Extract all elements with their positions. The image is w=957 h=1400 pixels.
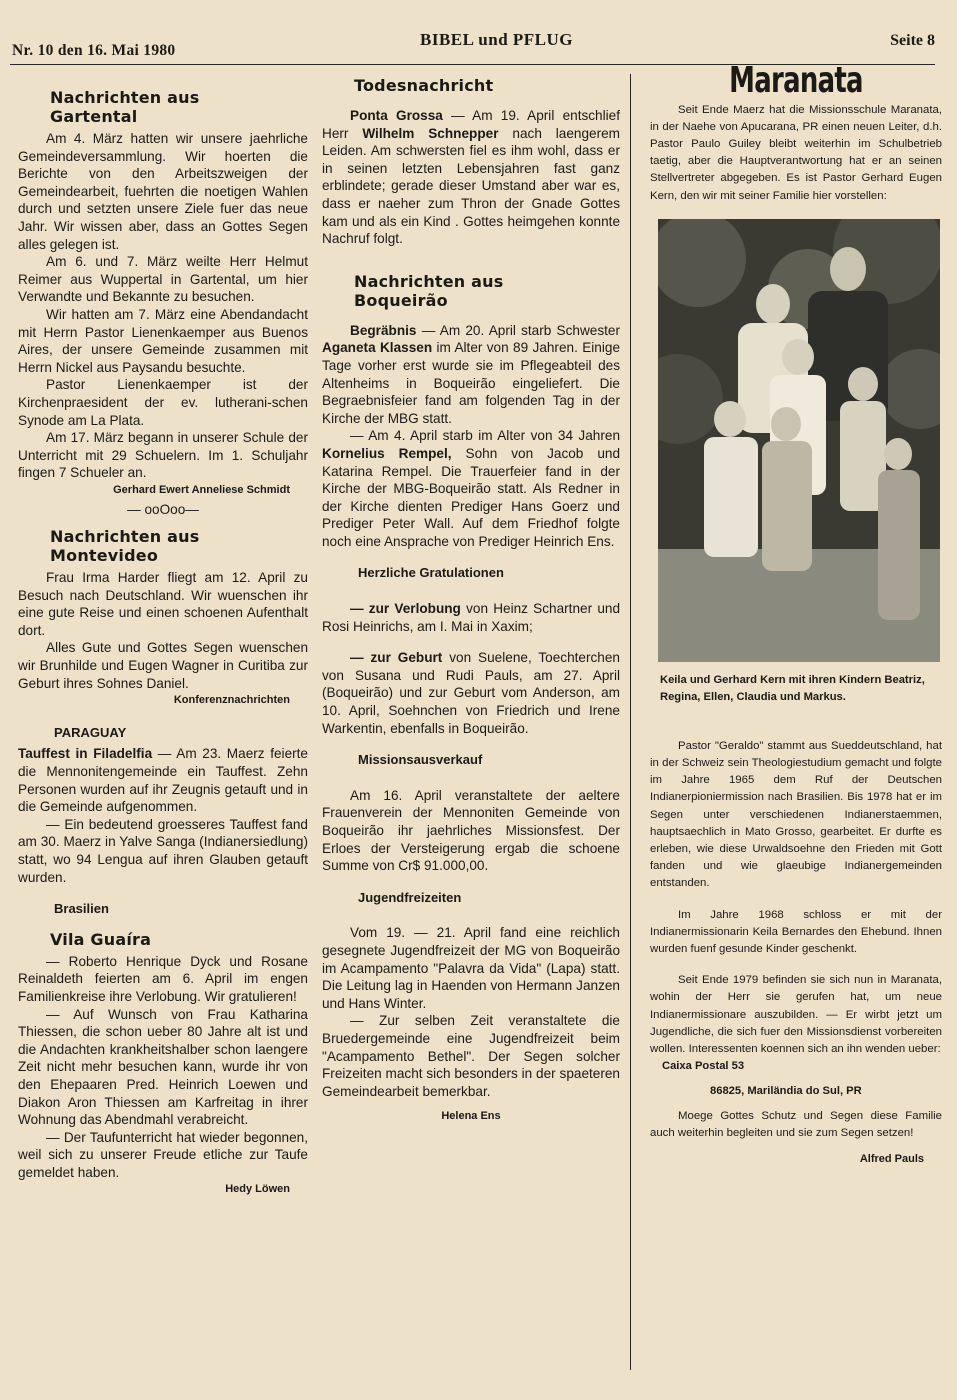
article-paragraph: Moege Gottes Schutz und Segen diese Familie auch weiterhin begleiten und sie zum Segen setzen! — [650, 1110, 942, 1140]
issue-date: Nr. 10 den 16. Mai 1980 — [12, 42, 176, 59]
article-paragraph: Alles Gute und Gottes Segen wuenschen wir Brunhilde und Eugen Wagner in Curitiba zur Geburt ihres Sohnes Daniel. — [18, 640, 308, 691]
signature: Gerhard Ewert Anneliese Schmidt — [113, 483, 290, 496]
column-left — [18, 70, 308, 1199]
paragraph-text: — Am 19. April entschlief Herr — [322, 108, 620, 141]
article-paragraph — [322, 600, 620, 635]
heading-todesnachricht: Todesnachricht — [354, 76, 494, 95]
person-name: Kornelius Rempel, — [322, 445, 452, 461]
heading-montevideo-1: Nachrichten aus — [50, 527, 200, 547]
heading-missionsausverkauf: Missionsausverkauf — [358, 752, 483, 768]
article-paragraph: Wir hatten am 7. März eine Abendandacht mit Herrn Pastor Lienenkaemper aus Buenos Aires, der unsere Gemeinde zusammen mit Herrn Nickel aus Paysandu besuchte. — [18, 306, 308, 375]
article-paragraph: — Auf Wunsch von Frau Katharina Thiessen, die schon ueber 80 Jahre alt ist und die Andachten krankheitshalber schon laengere Zeit nicht mehr besuchen kann, wurde ihr von den Ehepaaren Pred. Heinrich Loewen und Diakon Aron Thiessen am Karfreitag in ihrer Wohnung das Abendmahl verabreicht. — [18, 1006, 308, 1128]
article-paragraph: Am 6. und 7. März weilte Herr Helmut Reimer aus Wuppertal in Gartental, um hier Verwandte und Bekannte zu besuchen. — [18, 254, 308, 305]
lead-in: — zur Geburt — [350, 650, 443, 666]
heading-boqueirao-1: Nachrichten aus — [354, 271, 504, 291]
article-paragraph: Im Jahre 1968 schloss er mit der Indianermissionarin Keila Bernardes den Ehebund. Ihnen wurden fuenf gesunde Kinder geschenkt. — [650, 908, 942, 956]
heading-gratulationen: Herzliche Gratulationen — [358, 565, 504, 581]
paragraph-text: — Am 23. Maerz feierte die Mennonitengemeinde ein Tauffest. Zehn Personen wurden auf ihr Zeugnis getauft und in die Gemeinde aufgenommen. — [18, 746, 308, 815]
person-name: Aganeta Klassen — [322, 340, 433, 356]
heading-brasilien: Brasilien — [54, 901, 109, 917]
article-paragraph: — Ein bedeutend groesseres Tauffest fand am 30. Maerz in Yalve Sanga (Indianersiedlung) statt, wo 94 Lengua auf ihren Glauben getauft wurden. — [18, 816, 308, 885]
lead-in: Begräbnis — [350, 322, 417, 338]
signature: Alfred Pauls — [859, 1152, 924, 1165]
family-photo-image — [658, 219, 940, 662]
article-paragraph: Vom 19. — 21. April fand eine reichlich gesegnete Jugendfreizeit der MG von Boqueirão im Acampamento "Palavra da Vida" (Lapa) statt. Die Leitung lag in Haenden von Hermann Janzen und Hans Winter. — [322, 925, 620, 1011]
person-name: Wilhelm Schnepper — [362, 125, 499, 141]
paragraph-text: Sohn von Jacob und Katarina Rempel. Die Trauerfeier fand in der Kirche der MBG-Boqueirão statt. Als Redner in der Kirche dienten Prediger Hans Goerz und Prediger Peter Wall. Auf dem Friedhof folgte noch eine Ansprache von Prediger Heinrich Ens. — [322, 445, 620, 549]
heading-gartental-1: Nachrichten aus — [50, 88, 200, 107]
newspaper-title: BIBEL und PFLUG — [420, 30, 574, 49]
paragraph-text: — Am 4. April starb im Alter von 34 Jahren — [350, 428, 620, 444]
signature: Hedy Löwen — [225, 1183, 290, 1196]
paragraph-text: — Am 20. April starb Schwester — [416, 322, 620, 338]
paragraph-text: von Heinz Schartner und Rosi Heinrichs, am I. Mai in Xaxim; — [322, 601, 620, 634]
article-paragraph: Pastor "Geraldo" stammt aus Sueddeutschland, hat in der Schweiz sein Theologiestudium gemacht und folgte im Jahre 1965 dem Ruf der Deutschen Indianerpioniermission nach Brasilien. Bis 1978 hat er im Segen unter verschiedenen Indianerstaemmen, hauptsaechlich in Mato Grosso, gearbeitet. Er durfte es erleben, wie diese Urwaldsoehne den Frieden mit Gott fanden und wie glaeubige Indianergemeinden entstanden. — [650, 739, 942, 890]
heading-vila-guaira: Vila Guaíra — [50, 929, 152, 949]
lead-in: Ponta Grossa — [350, 108, 443, 123]
address-line: 86825, Mariländia do Sul, PR — [710, 1085, 862, 1098]
article-paragraph — [322, 427, 620, 550]
signature: Konferenznachrichten — [173, 694, 290, 707]
family-photo — [658, 219, 940, 662]
maranata-title: Maranata — [729, 60, 863, 101]
lead-in: Tauffest in Filadelfia — [18, 746, 153, 762]
heading-montevideo-2: Montevideo — [50, 546, 159, 566]
article-paragraph — [18, 745, 308, 815]
article-paragraph: Am 17. März begann in unserer Schule der Unterricht mit 29 Schuelern. Im 1. Schuljahr fingen 7 Schueler an. — [18, 430, 308, 481]
article-paragraph — [322, 107, 620, 248]
heading-jugendfreizeiten: Jugendfreizeiten — [358, 889, 462, 905]
column-right — [650, 60, 942, 1168]
article-paragraph: Am 4. März hatten wir unsere jaehrliche Gemeindeversammlung. Wir hoerten die Berichte von den Arbeitszweigen der Gemeindearbeit, fuehrten die noetigen Wahlen durch und setzten unsere Ziele fuer das neue Jahr. Wir wissen aber, dass an Gottes Segen alles gelegen ist. — [18, 131, 308, 252]
article-paragraph: — Zur selben Zeit veranstaltete die Bruedergemeinde eine Jugendfreizeit beim "Acampamento Bethel". Der Segen solcher Freizeiten macht sich besonders in der spaeteren Gemeindearbeit bemerkbar. — [322, 1013, 620, 1099]
article-paragraph — [322, 649, 620, 737]
lead-in: — zur Verlobung — [350, 601, 461, 617]
paragraph-text: nach laengerem Leiden. Am schwersten fiel es ihm wohl, dass er in seinen letzten Lebensjahren fast ganz erblindete; gerade dieser Umstand aber war es, dass er naeher zum Thron der Gnade Gottes kam und als ein Kind . Gottes heimgehen konnte Nachruf folgt. — [322, 125, 621, 247]
address-line: Caixa Postal 53 — [662, 1060, 745, 1073]
section-divider: — ooOoo— — [127, 502, 199, 518]
article-paragraph: Seit Ende Maerz hat die Missionsschule Maranata, in der Naehe von Apucarana, PR einen neuen Leiter, d.h. Pastor Paulo Guiley bleibt weiterhin im Schulbetrieb taetig, aber die Hauptverantwortung hat er an seinen Stellvertreter abgegeben. Es ist Pastor Gerhard Eugen Kern, den wir mit seiner Familie hier vorstellen: — [650, 103, 942, 202]
article-paragraph: — Roberto Henrique Dyck und Rosane Reinaldeth feierten am 6. April im engen Familienkreise ihre Verlobung. Wir gratulieren! — [18, 953, 308, 1004]
article-paragraph: — Der Taufunterricht hat wieder begonnen, weil sich zu unserer Freude etliche zur Taufe gemeldet haben. — [18, 1129, 308, 1180]
photo-caption: Keila und Gerhard Kern mit ihren Kindern Beatriz, Regina, Ellen, Claudia und Markus. — [660, 673, 925, 703]
heading-gartental-2: Gartental — [50, 107, 138, 126]
paragraph-text: von Suelene, Toechterchen von Susana und Rudi Pauls, am 27. April (Boqueirão) und zur Geburt vom Anderson, am 10. April, Soehnchen von Friedrich und Irene Warkentin, ebenfalls in Boqueirão. — [322, 650, 620, 736]
signature: Helena Ens — [441, 1110, 501, 1123]
heading-paraguay: PARAGUAY — [54, 724, 127, 740]
page-number: Seite 8 — [890, 32, 935, 49]
article-paragraph: Frau Irma Harder fliegt am 12. April zu Besuch nach Deutschland. Wir wuenschen ihr eine gute Reise und einen schoenen Aufenthalt dort. — [18, 570, 308, 638]
article-paragraph: Seit Ende 1979 befinden sie sich nun in Maranata, wohin der Herr sie gerufen hat, um neue Indianermissionare auszubilden. — Er wirbt jetzt um Jugendliche, die sich fuer den Missionsdienst vorbereiten wollen. Interessenten koennen sich an ihn wenden ueber: — [650, 974, 942, 1056]
heading-boqueirao-2: Boqueirão — [354, 290, 448, 310]
paragraph-text: im Alter von 89 Jahren. Einige Tage vorher erst wurde sie im Pflegeabteil des Altenheims in Boqueirão eingeliefert. Die Begraebnisfeier fand am folgenden Tag in der Kirche der MBG statt. — [322, 340, 621, 426]
article-paragraph: Pastor Lienenkaemper ist der Kirchenpraesident der ev. lutherani-schen Synode am La Plata. — [18, 377, 308, 428]
article-paragraph: Am 16. April veranstaltete der aeltere Frauenverein der Mennoniten Gemeinde von Boqueirão ihr jaehrliches Missionsfest. Der Erloes der Versteigerung ergab die schoene Summe von Cr$ 91.000,00. — [322, 787, 620, 874]
column-middle — [322, 70, 620, 1126]
column-divider — [630, 74, 631, 1370]
article-paragraph — [322, 322, 620, 428]
